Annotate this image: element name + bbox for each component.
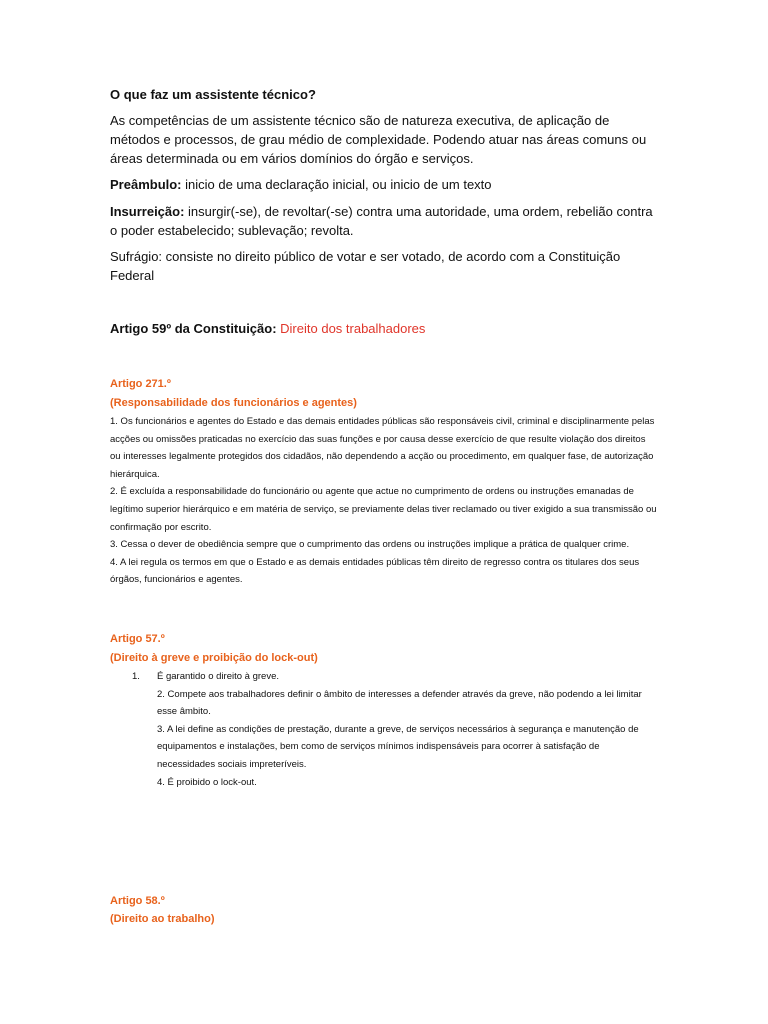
insurreicao-definition [110,202,660,240]
artigo271-item: 1. Os funcionários e agentes do Estado e das demais entidades públicas são responsáveis civil, criminal e disciplinarmente pelas acções ou omissões praticadas no exercício das suas funções e por causa desse exercício de que resulte violação dos direitos ou interesses legalmente protegidos dos cidadãos, não dependendo a acção ou procedimento, em qualquer fase, de autorização hierárquica. [110,416,655,480]
artigo271-subtitle: (Responsabilidade dos funcionários e agentes) [110,397,357,409]
sufragio-definition: Sufrágio: consiste no direito público de votar e ser votado, de acordo com a Constituição Federal [110,249,621,283]
artigo57-item: 4. É proibido o lock-out. [157,776,257,788]
artigo57-body [110,668,658,791]
artigo271-item: 4. A lei regula os termos em que o Estado e as demais entidades públicas têm direito de regresso contra os titulares dos seus órgãos, funcionários e agentes. [110,556,640,586]
preambulo-text: inicio de uma declaração inicial, ou inicio de um texto [181,177,492,192]
artigo271-title: Artigo 271.º [110,378,171,390]
artigo59-label: Artigo 59º da Constituição: [110,321,277,336]
artigo57-title: Artigo 57.º [110,633,165,645]
insurreicao-text: insurgir(-se), de revoltar(-se) contra uma autoridade, uma ordem, rebelião contra o poder estabelecido; sublevação; revolta. [110,204,653,238]
artigo57-item: 3. A lei define as condições de prestação, durante a greve, de serviços necessários à segurança e manutenção de equipamentos e instalações, bem como de serviços mínimos indispensáveis para ocorrer à satisfação de necessidades sociais impreteríveis. [157,723,639,770]
question-heading: O que faz um assistente técnico? [110,87,316,102]
artigo57-item-text: É garantido o direito à greve. [157,671,279,682]
artigo57-item [110,668,658,686]
artigo59-link[interactable]: Direito dos trabalhadores [276,321,426,336]
artigo57-item: 2. Compete aos trabalhadores definir o âmbito de interesses a defender através da greve, não podendo a lei limitar esse âmbito. [157,688,642,718]
preambulo-term: Preâmbulo: [110,177,182,192]
insurreicao-term: Insurreição: [110,204,185,219]
artigo58-subtitle: (Direito ao trabalho) [110,913,215,925]
artigo57-subtitle: (Direito à greve e proibição do lock-out) [110,652,318,664]
artigo271-body [110,413,658,589]
preambulo-definition [110,175,660,194]
artigo58-title: Artigo 58.º [110,895,165,907]
list-number: 1. [132,671,140,682]
artigo59-line [110,319,660,338]
intro-paragraph: As competências de um assistente técnico são de natureza executiva, de aplicação de métodos e processos, de grau médio de complexidade. Podendo atuar nas áreas comuns ou áreas determinada ou em vários domínios do órgão e serviços. [110,113,647,166]
artigo271-item: 2. É excluída a responsabilidade do funcionário ou agente que actue no cumprimento de ordens ou instruções emanadas de legítimo superior hierárquico e em matéria de serviço, se previamente delas tiver reclamado ou tiver exigido a sua transmissão ou confirmação por escrito. [110,486,657,533]
artigo271-item: 3. Cessa o dever de obediência sempre que o cumprimento das ordens ou instruções implique a prática de qualquer crime. [110,539,630,551]
